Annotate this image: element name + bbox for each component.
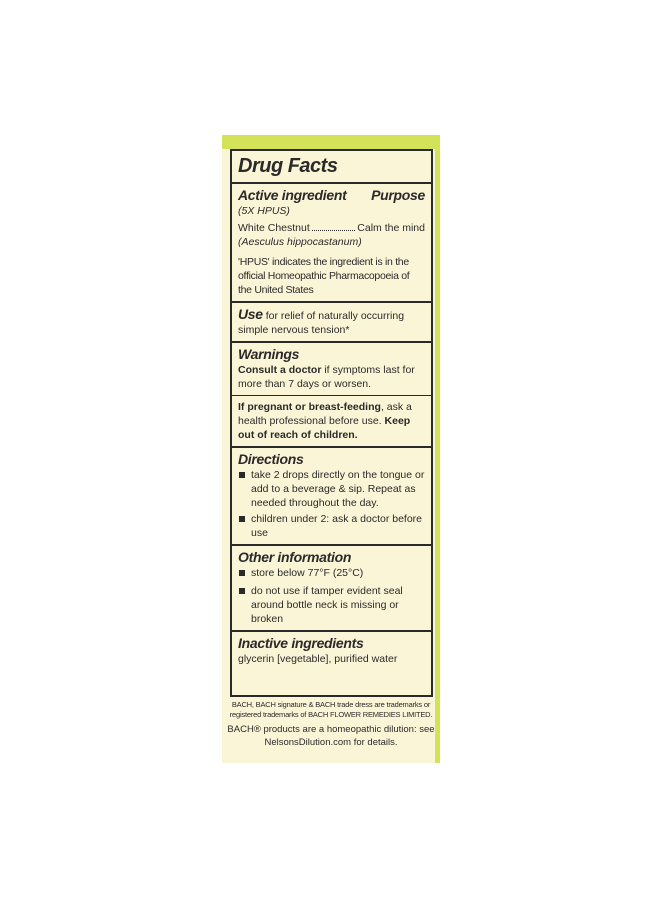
bullet-square-icon (239, 588, 245, 594)
other-info-item-text: store below 77°F (25°C) (251, 567, 364, 579)
inactive-ingredients-section (232, 630, 431, 670)
pregnancy-section (232, 395, 431, 446)
drug-facts-title: Drug Facts (238, 155, 338, 177)
directions-section (232, 446, 431, 544)
active-ingredient-section (232, 182, 431, 301)
other-info-item-text: do not use if tamper evident seal around bottle neck is missing or broken (251, 585, 403, 625)
drug-facts-header (232, 151, 431, 182)
ingredient-purpose: Calm the mind (357, 222, 425, 234)
latin-name: (Aesculus hippocastanum) (238, 236, 362, 248)
trademark-notice: BACH, BACH signature & BACH trade dress are trademarks or registered trademarks of BACH FLOWER REMEDIES LIMITED. (229, 700, 433, 719)
use-heading: Use (238, 306, 263, 322)
warnings-section (232, 341, 431, 395)
pregnant-bold: If pregnant or breast-feeding (238, 401, 381, 413)
directions-item-text: take 2 drops directly on the tongue or add to a beverage & sip. Repeat as needed throughout the day. (251, 469, 425, 509)
directions-heading: Directions (238, 451, 304, 467)
other-info-item (238, 584, 425, 626)
ingredient-row (238, 221, 425, 235)
bullet-square-icon (239, 570, 245, 576)
inactive-ingredients-heading: Inactive ingredients (238, 635, 364, 651)
directions-item (238, 468, 425, 510)
drug-facts-panel (230, 149, 433, 697)
use-text: for relief of naturally occurring simple nervous tension* (238, 310, 405, 336)
leader-dots (312, 230, 356, 231)
other-information-section (232, 544, 431, 630)
pregnant-text: , ask a health professional before use. (238, 401, 412, 427)
bullet-square-icon (239, 516, 245, 522)
other-info-item (238, 566, 425, 580)
keep-out-text: Keep out of reach of children. (238, 415, 411, 441)
purpose-heading: Purpose (371, 187, 425, 203)
inactive-ingredients-text: glycerin [vegetable], purified water (238, 653, 398, 665)
consult-bold: Consult a doctor (238, 364, 322, 376)
directions-item-text: children under 2: ask a doctor before use (251, 513, 423, 539)
warnings-heading: Warnings (238, 346, 300, 362)
accent-strip-top (222, 135, 440, 149)
directions-item (238, 512, 425, 540)
box-footer (222, 700, 440, 749)
active-ingredient-heading: Active ingredient (238, 187, 347, 203)
dilution-notice: BACH® products are a homeopathic dilution: see NelsonsDilution.com for details. (227, 724, 435, 748)
ingredient-name: White Chestnut (238, 222, 310, 234)
use-section (232, 301, 431, 341)
consult-text: if symptoms last for more than 7 days or worsen. (238, 364, 415, 390)
accent-strip-right (435, 135, 440, 763)
hpus-label: (5X HPUS) (238, 205, 290, 217)
other-information-heading: Other information (238, 549, 352, 565)
hpus-note: 'HPUS' indicates the ingredient is in the official Homeopathic Pharmacopoeia of the United States (238, 256, 410, 296)
bullet-square-icon (239, 472, 245, 478)
